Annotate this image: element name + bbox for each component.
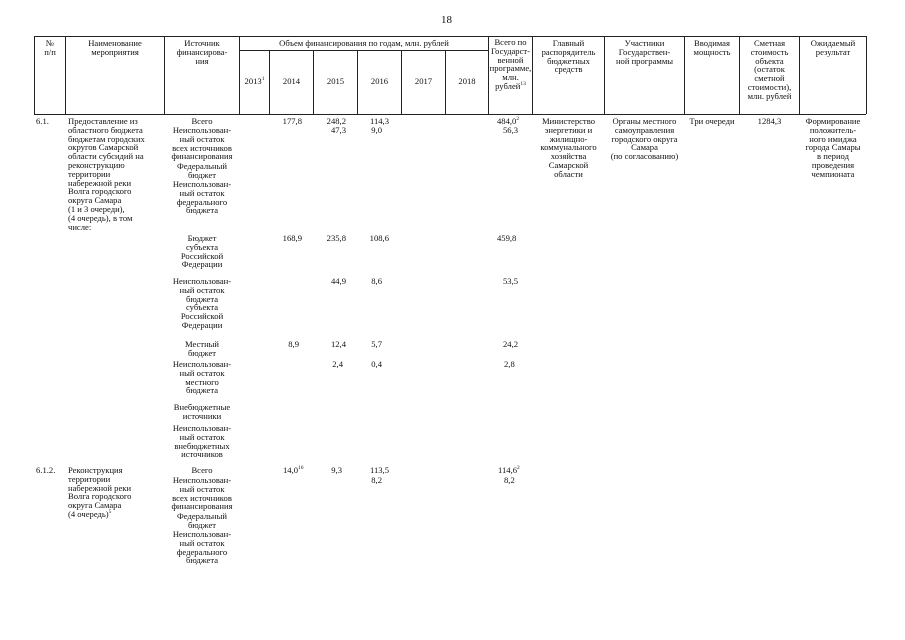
amount-total: 484,0$^2$: [497, 116, 520, 126]
amount-2016: 0,4: [371, 359, 382, 369]
header-year-2014: 2014: [282, 76, 301, 86]
amount-2016: 8,6: [371, 276, 382, 286]
amount-2014: 14,0$^{16}$: [283, 465, 304, 475]
source-label: Неиспользован- ный остаток внебюджетных источников: [172, 423, 232, 460]
header-name: Наименование мероприятия: [88, 38, 142, 57]
header-year-2016: 2016: [370, 76, 389, 86]
header-year-2018: 2018: [458, 76, 476, 86]
row-result: Формирование положитель- ного имиджа города Самары в период проведения чемпионата: [805, 116, 861, 179]
header-result: Ожидаемый результат: [810, 38, 856, 57]
amount-2016: 8,2: [371, 475, 382, 485]
source-label: Бюджет субъекта Российской Федерации: [180, 233, 224, 270]
source-label: Всего: [191, 116, 213, 126]
amount-2014: 177,8: [282, 116, 302, 126]
amount-total: 24,2: [503, 339, 519, 349]
row-participants: Органы местного самоуправления городского округа Самара (по согласованию): [610, 116, 679, 162]
amount-2014: 8,9: [288, 339, 299, 349]
amount-total: 53,5: [503, 276, 519, 286]
amount-2016: 108,6: [369, 233, 389, 243]
header-year-2013: 2013$^1$: [244, 76, 265, 86]
row-title: Реконструкция территории набережной реки Волга городского округа Самара (4 очередь)$^5$: [68, 465, 132, 519]
source-label: Федеральный бюджет: [176, 511, 228, 530]
amount-2015: 2,4: [332, 359, 343, 369]
amount-2016: 9,0: [371, 125, 382, 135]
header-participants: Участники Государствен- ной программы: [615, 38, 674, 66]
amount-2015: 12,4: [330, 339, 346, 349]
amount-total: 8,2: [504, 475, 515, 485]
amount-total: 114,6$^2$: [498, 465, 520, 475]
header-capacity: Вводимая мощность: [693, 38, 731, 57]
page-number: 18: [441, 14, 452, 26]
amount-2016: 114,3: [369, 116, 389, 126]
amount-2015: 9,3: [331, 465, 342, 475]
header-source: Источник финансирова- ния: [176, 38, 228, 66]
amount-2015: 248,2: [326, 116, 346, 126]
header-funding-title: Объем финансирования по годам, млн. рублей: [279, 38, 449, 48]
amount-total: 56,3: [503, 125, 519, 135]
amount-2014: 168,9: [282, 233, 302, 243]
source-label: Неиспользован- ный остаток федерального бюджета: [172, 179, 232, 216]
source-label: Неиспользован- ный остаток всех источников финансирования: [171, 125, 233, 162]
header-num: № п/п: [44, 38, 56, 57]
source-label: Неиспользован- ный остаток местного бюджета: [172, 359, 232, 396]
header-estimate: Сметная стоимость объекта (остаток сметной стоимости), млн. рублей: [747, 38, 792, 101]
header-manager: Главный распорядитель бюджетных средств: [541, 38, 596, 75]
amount-total: 2,8: [504, 359, 515, 369]
row-manager: Министерство энергетики и жилищно- коммунального хозяйства Самарской области: [540, 116, 597, 179]
amount-2015: 44,9: [330, 276, 346, 286]
row-number: 6.1.2.: [36, 465, 56, 475]
source-label: Неиспользован- ный остаток бюджета субъекта Российской Федерации: [172, 276, 232, 330]
source-label: Внебюджетные источники: [173, 402, 231, 421]
row-title: Предоставление из областного бюджета бюджетам городских округов Самарской области субсидий на реконструкцию территории набережной реки Волга городского округа Самара (1 и 3 очереди), (4 очередь), в том числе:: [68, 116, 145, 232]
amount-total: 459,8: [497, 233, 517, 243]
amount-2015: 47,3: [330, 125, 346, 135]
source-label: Неиспользован- ный остаток федерального бюджета: [172, 529, 232, 566]
amount-2016: 5,7: [371, 339, 382, 349]
row-number: 6.1.: [36, 116, 49, 126]
row-capacity: Три очереди: [689, 116, 735, 126]
amount-2016: 113,5: [369, 465, 389, 475]
header-year-2017: 2017: [414, 76, 433, 86]
source-label: Местный бюджет: [184, 339, 220, 358]
source-label: Неиспользован- ный остаток всех источников финансирования: [171, 475, 233, 512]
row-estimate: 1284,3: [757, 116, 782, 126]
amount-2015: 235,8: [326, 233, 346, 243]
header-year-2015: 2015: [326, 76, 345, 86]
source-label: Всего: [191, 465, 213, 475]
header-total: Всего по Государст- венной программе, млн. рублей$^{13}$: [489, 37, 532, 91]
source-label: Федеральный бюджет: [176, 161, 228, 180]
